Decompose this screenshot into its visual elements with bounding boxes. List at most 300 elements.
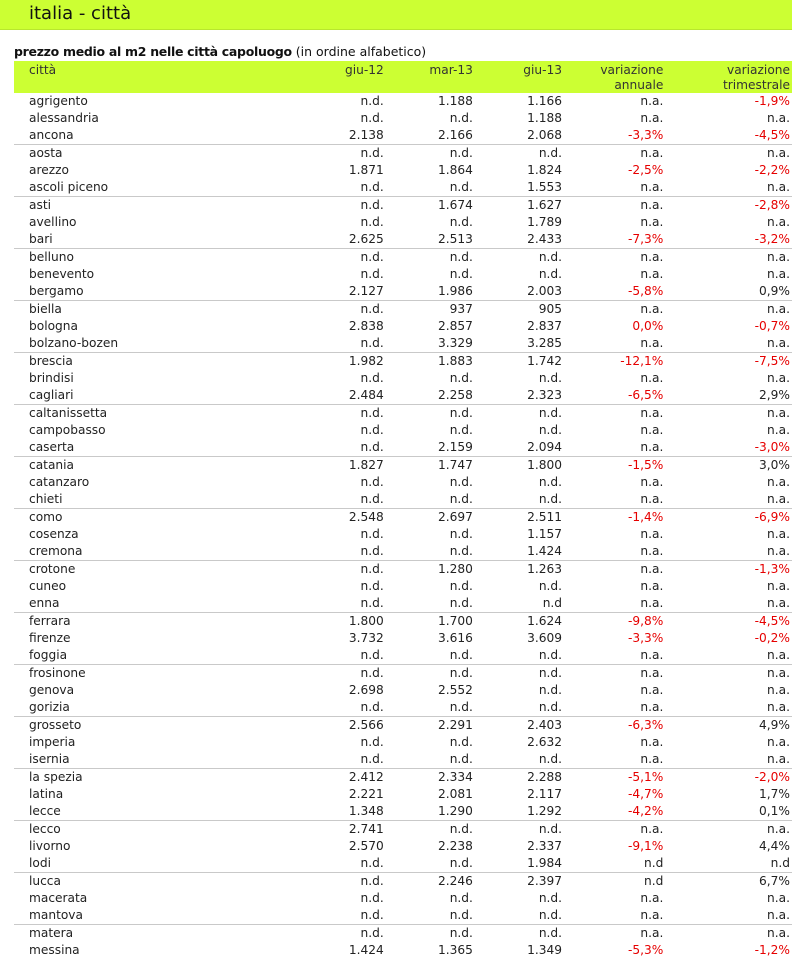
mar-13-cell: 2.291 <box>386 717 475 735</box>
giu-13-cell: 3.609 <box>527 631 563 645</box>
annual-change-cell: n.a. <box>640 527 664 541</box>
giu-13-cell: n.d. <box>475 145 564 163</box>
table-row <box>14 925 792 943</box>
annual-change-cell: n.a. <box>640 735 664 749</box>
giu-12-cell: n.d. <box>360 475 384 489</box>
annual-change-cell: n.a. <box>640 683 664 697</box>
city-cell: isernia <box>29 752 70 766</box>
city-cell: lecce <box>29 804 61 818</box>
giu-12-cell: 2.625 <box>348 232 384 246</box>
caption-bold: prezzo medio al m2 nelle città capoluogo <box>14 44 292 59</box>
annual-change-cell: -9,1% <box>627 839 664 853</box>
quarterly-change-cell: n.a. <box>767 492 790 506</box>
mar-13-cell: n.d. <box>449 735 473 749</box>
giu-13-cell: n.d. <box>538 683 563 697</box>
annual-change-cell: -5,8% <box>627 284 664 298</box>
mar-13-cell: n.d. <box>449 856 473 870</box>
city-cell: lecco <box>14 821 254 839</box>
table-row <box>14 526 792 543</box>
table-row <box>14 578 792 595</box>
annual-change-cell: n.a. <box>640 180 664 194</box>
table-row <box>14 838 792 855</box>
giu-13-cell: 1.984 <box>527 856 563 870</box>
giu-12-cell: n.d. <box>360 111 384 125</box>
giu-13-cell: 2.003 <box>527 284 563 298</box>
quarterly-change-cell: 4,9% <box>665 717 792 735</box>
mar-13-cell: n.d. <box>449 371 473 385</box>
city-cell: campobasso <box>29 423 106 437</box>
table-row <box>14 890 792 907</box>
quarterly-change-cell: n.a. <box>767 579 790 593</box>
quarterly-change-cell: n.a. <box>767 891 790 905</box>
quarterly-change-cell: n.a. <box>767 215 790 229</box>
quarterly-change-cell: n.a. <box>767 908 790 922</box>
mar-13-cell: n.d. <box>449 700 473 714</box>
giu-13-cell: 2.117 <box>527 787 563 801</box>
quarterly-change-cell: -3,2% <box>754 232 790 246</box>
city-cell: bergamo <box>29 284 84 298</box>
annual-change-cell: -1,5% <box>564 457 665 475</box>
table-row <box>14 907 792 925</box>
city-cell: cagliari <box>29 388 74 402</box>
header-giu-13: giu-13 <box>523 63 563 77</box>
annual-change-cell: -6,3% <box>564 717 665 735</box>
table-row <box>14 266 792 283</box>
annual-change-cell: -5,3% <box>627 943 664 957</box>
mar-13-cell: n.d. <box>449 180 473 194</box>
table-row <box>14 145 792 163</box>
table-row <box>14 179 792 197</box>
city-cell: biella <box>14 301 254 319</box>
annual-change-cell: n.a. <box>640 544 664 558</box>
giu-13-cell: 2.068 <box>527 128 563 142</box>
giu-12-cell: 2.566 <box>254 717 386 735</box>
quarterly-change-cell: -1,2% <box>754 943 790 957</box>
mar-13-cell: 3.329 <box>438 336 473 350</box>
quarterly-change-cell: n.a. <box>767 371 790 385</box>
table-row <box>14 93 792 110</box>
quarterly-change-cell: n.d <box>770 856 790 870</box>
giu-12-cell: 2.548 <box>254 509 386 527</box>
giu-12-cell: n.d. <box>254 925 386 943</box>
table-row <box>14 630 792 647</box>
table-row <box>14 370 792 387</box>
giu-12-cell: n.d. <box>360 544 384 558</box>
table-row <box>14 769 792 787</box>
giu-13-cell: 1.349 <box>527 943 563 957</box>
giu-12-cell: 1.348 <box>348 804 384 818</box>
giu-12-cell: n.d. <box>360 423 384 437</box>
mar-13-cell: 1.674 <box>386 197 475 215</box>
giu-13-cell: 2.632 <box>527 735 563 749</box>
header-annual-change: variazione annuale <box>600 63 664 92</box>
annual-change-cell: -2,5% <box>627 163 664 177</box>
mar-13-cell: 2.334 <box>386 769 475 787</box>
quarterly-change-cell: 0,9% <box>759 284 790 298</box>
quarterly-change-cell: n.a. <box>767 683 790 697</box>
table-row <box>14 682 792 699</box>
annual-change-cell: n.a. <box>640 267 664 281</box>
mar-13-cell: n.d. <box>449 596 473 610</box>
mar-13-cell: n.d. <box>386 925 475 943</box>
annual-change-cell: n.a. <box>564 249 665 267</box>
city-cell: alessandria <box>29 111 99 125</box>
giu-12-cell: 2.127 <box>348 284 384 298</box>
giu-12-cell: 2.838 <box>348 319 384 333</box>
city-cell: grosseto <box>14 717 254 735</box>
giu-12-cell: n.d. <box>360 371 384 385</box>
quarterly-change-cell: -4,5% <box>665 613 792 631</box>
city-cell: bari <box>29 232 53 246</box>
giu-13-cell: 1.188 <box>527 111 563 125</box>
table-row <box>14 214 792 231</box>
giu-12-cell: n.d. <box>360 527 384 541</box>
giu-12-cell: 1.800 <box>254 613 386 631</box>
quarterly-change-cell: 3,0% <box>665 457 792 475</box>
city-cell: latina <box>29 787 64 801</box>
giu-13-cell: 2.288 <box>475 769 564 787</box>
annual-change-cell: n.a. <box>640 908 664 922</box>
city-cell: bolzano-bozen <box>29 336 119 350</box>
giu-13-cell: 2.397 <box>475 873 564 891</box>
mar-13-cell: 1.280 <box>386 561 475 579</box>
annual-change-cell: n.a. <box>640 891 664 905</box>
annual-change-cell: -9,8% <box>564 613 665 631</box>
prices-table <box>14 61 792 959</box>
giu-13-cell: 1.624 <box>475 613 564 631</box>
giu-12-cell: n.d. <box>360 891 384 905</box>
giu-12-cell: n.d. <box>360 579 384 593</box>
annual-change-cell: n.a. <box>640 94 664 108</box>
giu-13-cell: n.d. <box>475 665 564 683</box>
header-city: città <box>29 63 57 77</box>
annual-change-cell: n.a. <box>640 423 664 437</box>
giu-13-cell: n.d. <box>475 405 564 423</box>
annual-change-cell: n.a. <box>564 821 665 839</box>
table-row <box>14 335 792 353</box>
giu-13-cell: 1.800 <box>475 457 564 475</box>
city-cell: ancona <box>29 128 74 142</box>
mar-13-cell: n.d. <box>449 475 473 489</box>
giu-13-cell: n.d. <box>538 492 563 506</box>
annual-change-cell: -5,1% <box>564 769 665 787</box>
mar-13-cell: n.d. <box>449 752 473 766</box>
giu-12-cell: n.d. <box>360 700 384 714</box>
quarterly-change-cell: n.a. <box>665 301 792 319</box>
table-row <box>14 231 792 249</box>
table-row <box>14 197 792 215</box>
mar-13-cell: 1.365 <box>438 943 473 957</box>
giu-12-cell: n.d. <box>360 267 384 281</box>
giu-12-cell: 1.871 <box>348 163 384 177</box>
annual-change-cell: n.a. <box>640 475 664 489</box>
table-header-row <box>14 61 792 93</box>
giu-12-cell: n.d. <box>360 908 384 922</box>
mar-13-cell: 937 <box>386 301 475 319</box>
table-row <box>14 734 792 751</box>
mar-13-cell: 1.883 <box>386 353 475 371</box>
table-row <box>14 162 792 179</box>
table-row <box>14 647 792 665</box>
table-row <box>14 301 792 319</box>
city-cell: como <box>14 509 254 527</box>
giu-13-cell: 1.263 <box>475 561 564 579</box>
mar-13-cell: 3.616 <box>438 631 473 645</box>
quarterly-change-cell: n.a. <box>767 111 790 125</box>
city-cell: asti <box>14 197 254 215</box>
giu-13-cell: n.d. <box>538 752 563 766</box>
city-cell: avellino <box>29 215 77 229</box>
city-cell: brescia <box>14 353 254 371</box>
giu-12-cell: 2.741 <box>254 821 386 839</box>
annual-change-cell: -3,3% <box>627 631 664 645</box>
annual-change-cell: -7,3% <box>627 232 664 246</box>
city-cell: lodi <box>29 856 51 870</box>
giu-13-cell: 2.323 <box>527 388 563 402</box>
quarterly-change-cell: n.a. <box>767 336 790 350</box>
mar-13-cell: 1.986 <box>438 284 473 298</box>
quarterly-change-cell: -2,8% <box>665 197 792 215</box>
table-row <box>14 110 792 127</box>
header-mar-13: mar-13 <box>429 63 473 77</box>
mar-13-cell: 2.238 <box>438 839 473 853</box>
mar-13-cell: 1.188 <box>438 94 473 108</box>
quarterly-change-cell: 6,7% <box>665 873 792 891</box>
mar-13-cell: n.d. <box>449 267 473 281</box>
annual-change-cell: n.a. <box>564 925 665 943</box>
quarterly-change-cell: -1,9% <box>754 94 790 108</box>
city-cell: foggia <box>29 648 68 662</box>
annual-change-cell: n.d <box>644 856 664 870</box>
city-cell: enna <box>29 596 60 610</box>
giu-12-cell: 3.732 <box>348 631 384 645</box>
giu-13-cell: 2.837 <box>527 319 563 333</box>
annual-change-cell: n.a. <box>640 336 664 350</box>
quarterly-change-cell: n.a. <box>767 267 790 281</box>
table-row <box>14 127 792 145</box>
giu-12-cell: n.d. <box>360 492 384 506</box>
city-cell: catanzaro <box>29 475 90 489</box>
annual-change-cell: -3,3% <box>627 128 664 142</box>
table-row <box>14 491 792 509</box>
city-cell: firenze <box>29 631 71 645</box>
quarterly-change-cell: n.a. <box>767 752 790 766</box>
table-row <box>14 422 792 439</box>
giu-12-cell: n.d. <box>254 197 386 215</box>
giu-13-cell: n.d. <box>475 249 564 267</box>
city-cell: cuneo <box>29 579 67 593</box>
mar-13-cell: n.d. <box>449 579 473 593</box>
annual-change-cell: n.a. <box>640 700 664 714</box>
city-cell: cosenza <box>29 527 79 541</box>
giu-13-cell: n.d. <box>538 891 563 905</box>
giu-12-cell: 2.570 <box>348 839 384 853</box>
annual-change-cell: n.a. <box>640 752 664 766</box>
quarterly-change-cell: -2,0% <box>665 769 792 787</box>
giu-13-cell: 1.627 <box>475 197 564 215</box>
mar-13-cell: n.d. <box>449 492 473 506</box>
annual-change-cell: n.d <box>564 873 665 891</box>
city-cell: caltanissetta <box>14 405 254 423</box>
giu-13-cell: 3.285 <box>527 336 563 350</box>
giu-12-cell: n.d. <box>360 735 384 749</box>
annual-change-cell: n.a. <box>564 145 665 163</box>
city-cell: ascoli piceno <box>29 180 109 194</box>
mar-13-cell: 2.166 <box>438 128 473 142</box>
mar-13-cell: 2.246 <box>386 873 475 891</box>
giu-13-cell: 2.403 <box>475 717 564 735</box>
annual-change-cell: n.a. <box>564 561 665 579</box>
giu-13-cell: n.d. <box>538 423 563 437</box>
city-cell: macerata <box>29 891 88 905</box>
annual-change-cell: -4,7% <box>627 787 664 801</box>
quarterly-change-cell: 0,1% <box>759 804 790 818</box>
table-row <box>14 405 792 423</box>
table-row <box>14 942 792 959</box>
giu-13-cell: 2.511 <box>475 509 564 527</box>
annual-change-cell: n.a. <box>564 197 665 215</box>
table-row <box>14 561 792 579</box>
giu-12-cell: n.d. <box>360 336 384 350</box>
annual-change-cell: n.a. <box>640 215 664 229</box>
header-quarterly-change: variazione trimestrale <box>722 63 790 92</box>
table-row <box>14 439 792 457</box>
city-cell: frosinone <box>14 665 254 683</box>
mar-13-cell: 2.697 <box>386 509 475 527</box>
annual-change-cell: -6,5% <box>627 388 664 402</box>
giu-13-cell: 1.553 <box>527 180 563 194</box>
annual-change-cell: n.a. <box>640 492 664 506</box>
city-cell: ferrara <box>14 613 254 631</box>
mar-13-cell: 2.258 <box>438 388 473 402</box>
mar-13-cell: n.d. <box>386 665 475 683</box>
quarterly-change-cell: -7,5% <box>665 353 792 371</box>
quarterly-change-cell: n.a. <box>665 665 792 683</box>
quarterly-change-cell: n.a. <box>767 475 790 489</box>
mar-13-cell: 1.700 <box>386 613 475 631</box>
giu-12-cell: n.d. <box>360 440 384 454</box>
giu-12-cell: n.d. <box>360 856 384 870</box>
mar-13-cell: 1.290 <box>438 804 473 818</box>
mar-13-cell: n.d. <box>449 908 473 922</box>
city-cell: agrigento <box>29 94 88 108</box>
table-row <box>14 855 792 873</box>
table-row <box>14 474 792 491</box>
quarterly-change-cell: n.a. <box>665 249 792 267</box>
quarterly-change-cell: -6,9% <box>665 509 792 527</box>
city-cell: livorno <box>29 839 71 853</box>
quarterly-change-cell: n.a. <box>665 925 792 943</box>
title-bar <box>0 0 792 30</box>
table-row <box>14 699 792 717</box>
mar-13-cell: n.d. <box>449 423 473 437</box>
annual-change-cell: n.a. <box>564 665 665 683</box>
giu-12-cell: n.d. <box>254 561 386 579</box>
mar-13-cell: n.d. <box>449 648 473 662</box>
giu-12-cell: 1.827 <box>254 457 386 475</box>
giu-13-cell: 1.292 <box>527 804 563 818</box>
city-cell: brindisi <box>29 371 74 385</box>
city-cell: imperia <box>29 735 76 749</box>
annual-change-cell: -4,2% <box>627 804 664 818</box>
city-cell: chieti <box>29 492 63 506</box>
annual-change-cell: n.a. <box>640 440 664 454</box>
mar-13-cell: 2.159 <box>438 440 473 454</box>
quarterly-change-cell: n.a. <box>767 180 790 194</box>
mar-13-cell: 2.857 <box>438 319 473 333</box>
quarterly-change-cell: -1,3% <box>665 561 792 579</box>
annual-change-cell: -12,1% <box>564 353 665 371</box>
table-row <box>14 873 792 891</box>
giu-13-cell: 1.824 <box>527 163 563 177</box>
annual-change-cell: n.a. <box>640 579 664 593</box>
giu-13-cell: 1.742 <box>475 353 564 371</box>
annual-change-cell: n.a. <box>564 301 665 319</box>
giu-12-cell: n.d. <box>254 873 386 891</box>
table-row <box>14 803 792 821</box>
caption-note: (in ordine alfabetico) <box>291 44 427 59</box>
city-cell: bologna <box>29 319 78 333</box>
giu-13-cell: n.d <box>542 596 563 610</box>
quarterly-change-cell: -2,2% <box>754 163 790 177</box>
giu-13-cell: n.d. <box>538 371 563 385</box>
giu-13-cell: n.d. <box>475 821 564 839</box>
giu-13-cell: n.d. <box>538 908 563 922</box>
giu-12-cell: 2.138 <box>348 128 384 142</box>
mar-13-cell: 2.081 <box>438 787 473 801</box>
table-row <box>14 249 792 267</box>
city-cell: caserta <box>29 440 75 454</box>
table-row <box>14 353 792 371</box>
city-cell: mantova <box>29 908 83 922</box>
quarterly-change-cell: n.a. <box>767 735 790 749</box>
city-cell: messina <box>29 943 80 957</box>
mar-13-cell: n.d. <box>386 145 475 163</box>
giu-12-cell: n.d. <box>360 752 384 766</box>
city-cell: genova <box>29 683 75 697</box>
mar-13-cell: 1.747 <box>386 457 475 475</box>
mar-13-cell: n.d. <box>386 405 475 423</box>
giu-12-cell: 2.412 <box>254 769 386 787</box>
giu-13-cell: n.d. <box>538 475 563 489</box>
giu-12-cell: n.d. <box>254 665 386 683</box>
mar-13-cell: n.d. <box>449 527 473 541</box>
mar-13-cell: 2.552 <box>438 683 473 697</box>
giu-13-cell: n.d. <box>538 267 563 281</box>
annual-change-cell: n.a. <box>640 371 664 385</box>
mar-13-cell: n.d. <box>386 821 475 839</box>
quarterly-change-cell: 4,4% <box>759 839 790 853</box>
table-row <box>14 613 792 631</box>
table-body <box>14 93 792 959</box>
annual-change-cell: n.a. <box>640 648 664 662</box>
giu-13-cell: 905 <box>475 301 564 319</box>
quarterly-change-cell: n.a. <box>767 648 790 662</box>
giu-12-cell: 1.424 <box>348 943 384 957</box>
table-row <box>14 717 792 735</box>
annual-change-cell: -1,4% <box>564 509 665 527</box>
city-cell: cremona <box>29 544 83 558</box>
mar-13-cell: 2.513 <box>438 232 473 246</box>
page-title: italia - città <box>29 3 132 24</box>
city-cell: belluno <box>14 249 254 267</box>
table-row <box>14 283 792 301</box>
mar-13-cell: n.d. <box>449 891 473 905</box>
table-row <box>14 665 792 683</box>
annual-change-cell: n.a. <box>640 111 664 125</box>
mar-13-cell: 1.864 <box>438 163 473 177</box>
table-row <box>14 821 792 839</box>
